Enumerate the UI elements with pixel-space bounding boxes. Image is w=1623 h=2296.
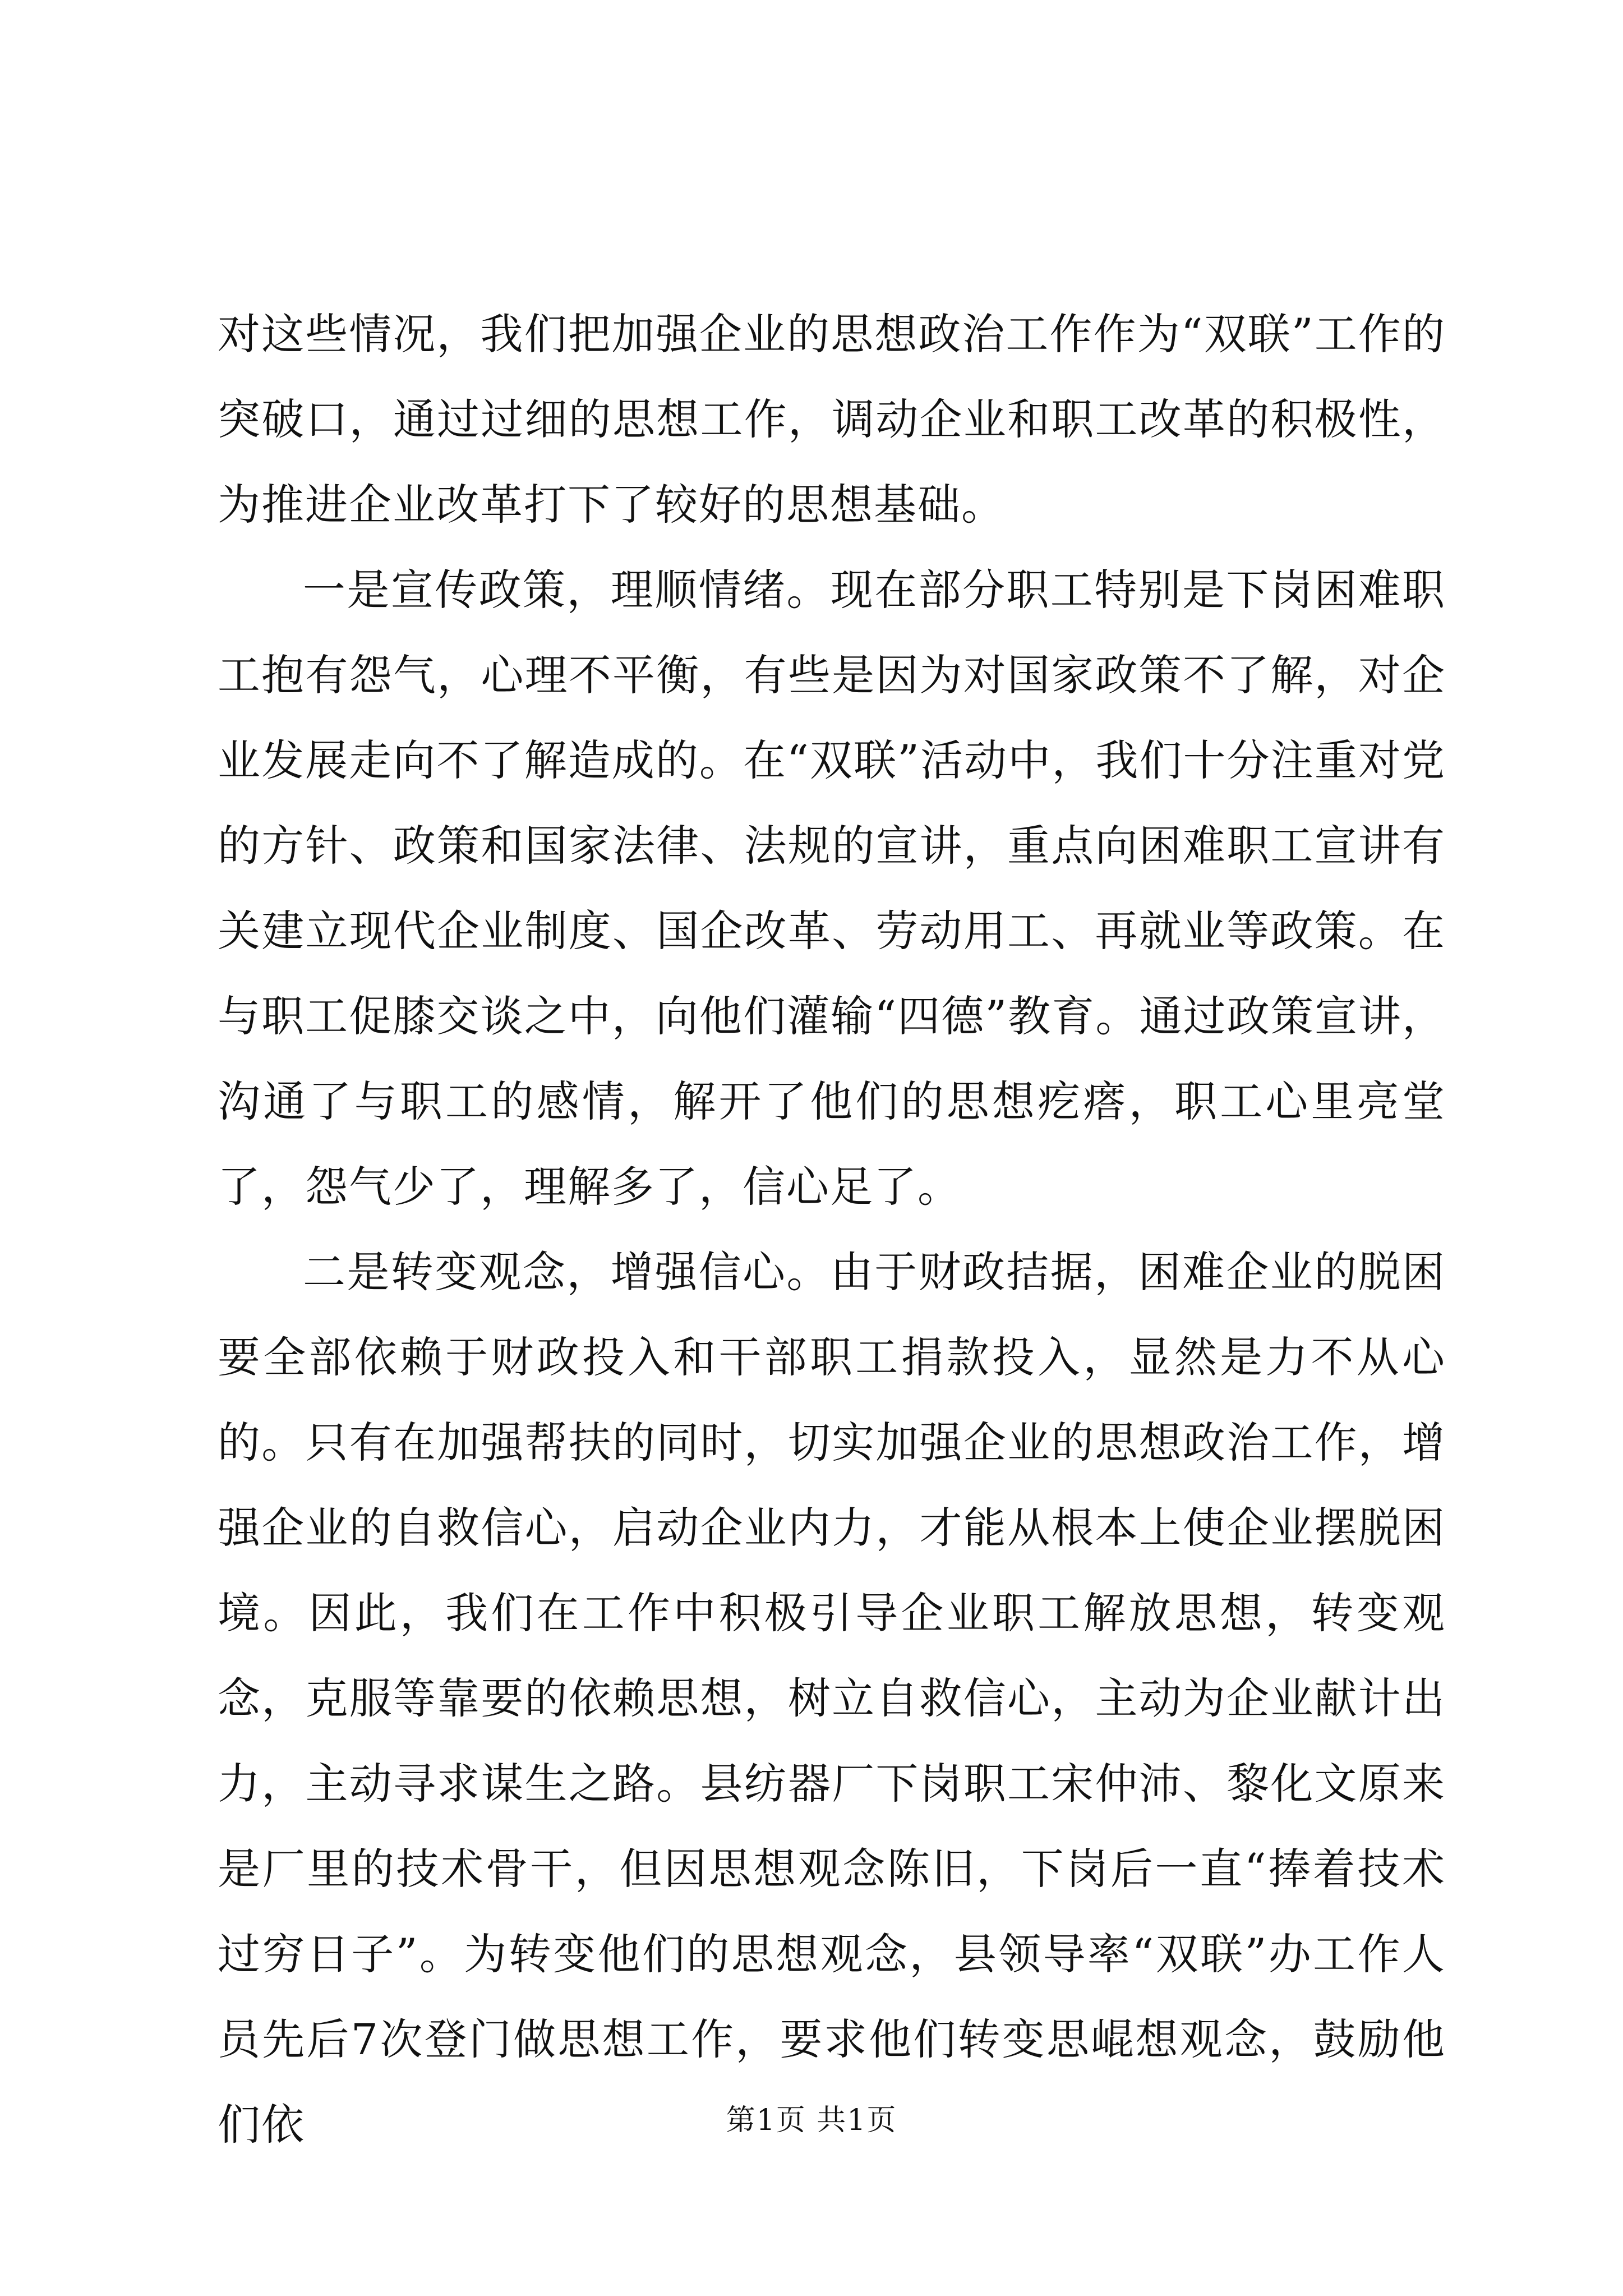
- paragraph-policy-promotion: 一是宣传政策，理顺情绪。现在部分职工特别是下岗困难职工抱有怨气，心理不平衡，有些是因为对国家政策不了解，对企业发展走向不了解造成的。在“双联”活动中，我们十分注重对党的方针、政策和国家法律、法规的宣讲，重点向困难职工宣讲有关建立现代企业制度、国企改革、劳动用工、再就业等政策。在与职工促膝交谈之中，向他们灌输“四德”教育。通过政策宣讲，沟通了与职工的感情，解开了他们的思想疙瘩，职工心里亮堂了，怨气少了，理解多了，信心足了。: [218, 565, 1446, 1212]
- paragraph-change-mindset: 二是转变观念，增强信心。由于财政拮据，困难企业的脱困要全部依赖于财政投入和干部职工捐款投入，显然是力不从心的。只有在加强帮扶的同时，切实加强企业的思想政治工作，增强企业的自救信心，启动企业内力，才能从根本上使企业摆脱困境。因此，我们在工作中积极引导企业职工解放思想，转变观念，克服等靠要的依赖思想，树立自救信心，主动为企业献计出力，主动寻求谋生之路。县纺器厂下岗职工宋仲沛、黎化文原来是厂里的技术骨干，但因思想观念陈旧，下岗后一直“捧着技术过穷日子”。为转变他们的思想观念，县领导率“双联”办工作人员先后7次登门做思想工作，要求他们转变思崐想观念，鼓励他们依: [218, 1247, 1446, 2150]
- paragraph-intro: 对这些情况，我们把加强企业的思想政治工作作为“双联”工作的突破口，通过过细的思想工作，调动企业和职工改革的积极性，为推进企业改革打下了较好的思想基础。: [218, 309, 1446, 530]
- document-body: [218, 292, 1446, 2168]
- page-footer: 第1页 共1页: [726, 2104, 897, 2137]
